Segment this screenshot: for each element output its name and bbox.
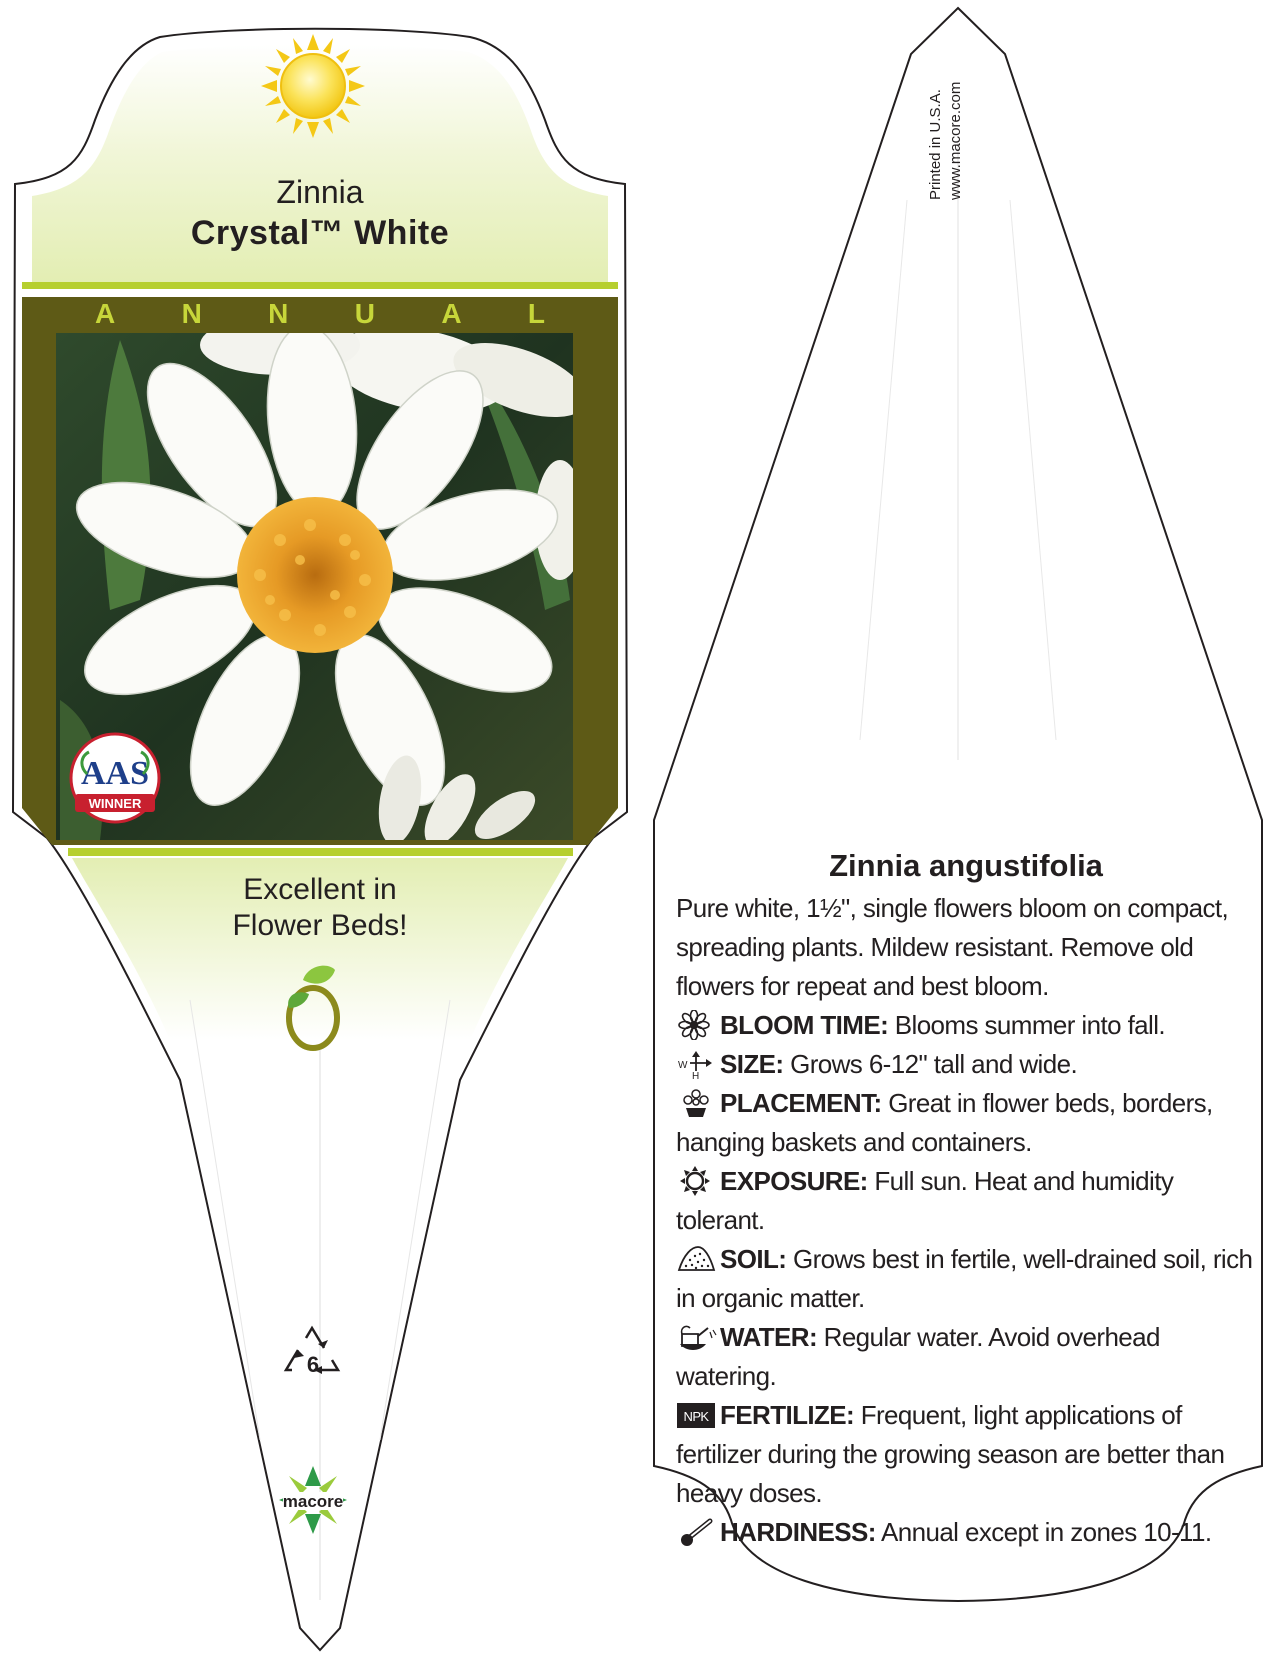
category-letter: N [181, 298, 202, 329]
aas-badge-label: WINNER [88, 796, 142, 811]
category-letter: A [95, 298, 116, 329]
care-placement [676, 1084, 1256, 1162]
scientific-name: Zinnia angustifolia [829, 848, 1103, 883]
exposure-icon [676, 1166, 718, 1196]
fertilize-icon [676, 1400, 718, 1430]
care-instructions [676, 846, 1256, 1552]
care-text: Full sun. Heat and humidity tolerant. [676, 1166, 1174, 1235]
size-icon [676, 1049, 718, 1079]
category-letter: L [527, 298, 545, 329]
bloom-time-icon [676, 1010, 718, 1040]
printed-location: Printed in U.S.A. [927, 89, 944, 200]
care-hardiness [676, 1513, 1256, 1552]
care-bloom-time [676, 1006, 1256, 1045]
care-label: SOIL: [720, 1244, 787, 1274]
category-letter: U [354, 298, 375, 329]
water-icon [676, 1322, 718, 1352]
care-text: Annual except in zones 10-11. [881, 1517, 1212, 1547]
care-water [676, 1318, 1256, 1396]
tagline [20, 872, 620, 944]
care-label: SIZE: [720, 1049, 784, 1079]
care-label: PLACEMENT: [720, 1088, 882, 1118]
header-rule [22, 282, 618, 289]
placement-icon [676, 1088, 718, 1118]
category-letter: A [441, 298, 462, 329]
size-icon-w: W [678, 1060, 687, 1071]
care-size [676, 1045, 1256, 1084]
care-label: WATER: [720, 1322, 818, 1352]
macore-logo [279, 1466, 347, 1534]
fertilize-icon-text: NPK [683, 1409, 709, 1424]
care-soil [676, 1240, 1256, 1318]
care-label: EXPOSURE: [720, 1166, 868, 1196]
care-text: Blooms summer into fall. [894, 1010, 1166, 1040]
tagline-line: Flower Beds! [232, 909, 408, 942]
plant-genus-title: Zinnia [276, 174, 364, 210]
care-text: Frequent, light applications of fertilizer during the growing season are better than heavy doses. [676, 1400, 1225, 1508]
macore-logo-text: macore [282, 1492, 344, 1511]
recycle-number-text: 6 [306, 1352, 320, 1377]
printed-website: www.macore.com [947, 81, 964, 200]
care-label: FERTILIZE: [720, 1400, 855, 1430]
care-exposure [676, 1162, 1256, 1240]
plant-category [60, 298, 580, 330]
plant-variety-title: Crystal™ White [190, 214, 450, 252]
care-label: BLOOM TIME: [720, 1010, 889, 1040]
printed-info [926, 82, 966, 200]
care-text: Grows 6-12" tall and wide. [790, 1049, 1078, 1079]
size-icon-h: H [692, 1071, 699, 1079]
care-fertilize [676, 1396, 1256, 1513]
soil-icon [676, 1244, 718, 1274]
care-label: HARDINESS: [720, 1517, 876, 1547]
recycle-number [300, 1352, 326, 1378]
tagline-line: Excellent in [243, 873, 397, 906]
care-text: Great in flower beds, borders, hanging baskets and containers. [676, 1088, 1213, 1157]
full-sun-icon [261, 34, 365, 138]
plant-description: Pure white, 1½", single flowers bloom on compact, spreading plants. Mildew resistant. Remove old flowers for repeat and best bloom. [676, 893, 1229, 1001]
care-text: Grows best in fertile, well-drained soil, rich in organic matter. [676, 1244, 1253, 1313]
aas-winner-badge [71, 734, 159, 822]
aas-badge-text: AAS [80, 755, 150, 792]
care-text: Regular water. Avoid overhead watering. [676, 1322, 1160, 1391]
lower-rule [68, 848, 573, 856]
category-letter: N [268, 298, 289, 329]
hardiness-icon [676, 1517, 718, 1547]
